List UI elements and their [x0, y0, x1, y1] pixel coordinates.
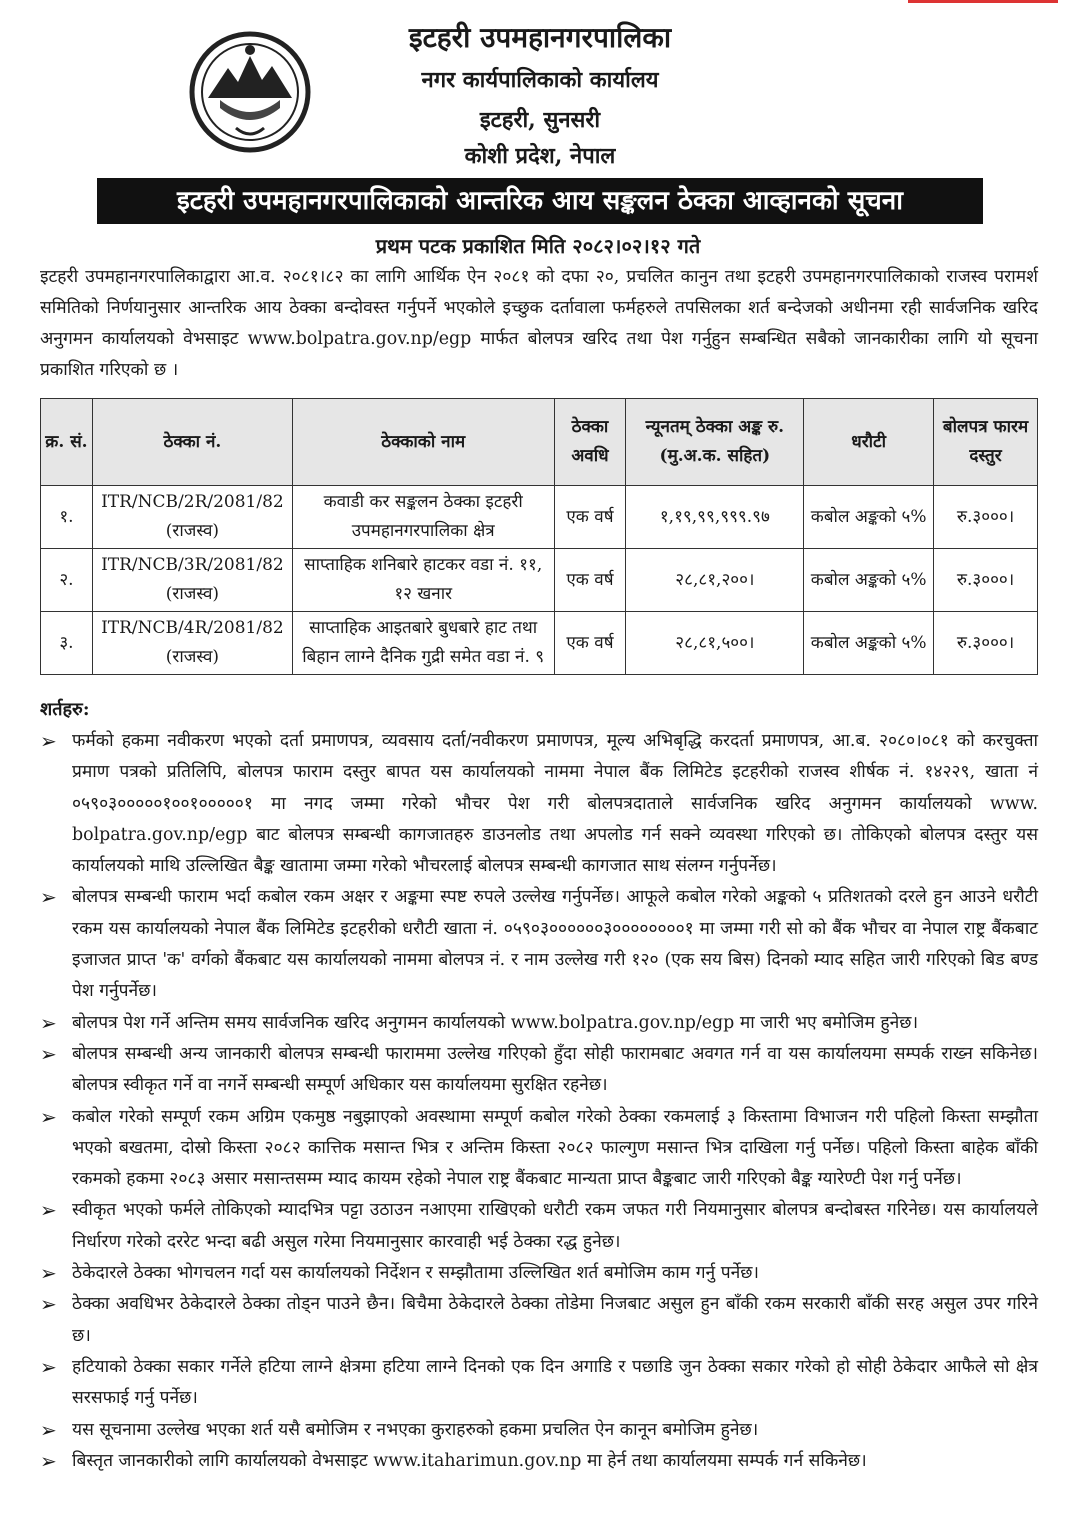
- contract-type: (राजस्व): [165, 584, 220, 604]
- contract-code: ITR/NCB/2R/2081/82: [101, 492, 284, 512]
- cell-name: साप्ताहिक आइतबारे बुधबारे हाट तथा बिहान लाग्ने दैनिक गुद्री समेत वडा नं. ९: [292, 612, 554, 675]
- cell-sn: २.: [41, 549, 93, 612]
- arrow-bullet-icon: ➢: [40, 1041, 57, 1066]
- term-item: [40, 1102, 1038, 1196]
- cell-sn: ३.: [41, 612, 93, 675]
- term-text: ठेक्का अवधिभर ठेकेदारले ठेक्का तोड्न पाउने छैन। बिचैमा ठेकेदारले ठेक्का तोडेमा निजबाट असुल हुन बाँकी रकम सरकारी बाँकी सरह असुल उपर गरिने छ।: [72, 1294, 1038, 1346]
- contract-table: [40, 398, 1038, 675]
- cell-min-amount: २८,८१,२००।: [626, 549, 804, 612]
- cell-period: एक वर्ष: [554, 549, 626, 612]
- term-text: हटियाको ठेक्का सकार गर्नेले हटिया लाग्ने क्षेत्रमा हटिया लाग्ने दिनको एक दिन अगाडि र पछाडि जुन ठेक्का सकार गरेको हो सोही ठेकेदार आफैले सो क्षेत्र सरसफाई गर्नु पर्नेछ।: [72, 1356, 1038, 1409]
- term-text: बोलपत्र पेश गर्ने अन्तिम समय सार्वजनिक खरिद अनुगमन कार्यालयको www.bolpatra.gov.np/egp मा जारी भए बमोजिम हुनेछ।: [72, 1012, 919, 1033]
- term-text: कबोल गरेको सम्पूर्ण रकम अग्रिम एकमुष्ठ नबुझाएको अवस्थामा सम्पूर्ण कबोल गरेको ठेक्का रकमलाई ३ किस्तामा विभाजन गरी पहिलो किस्ता सम्झौता भएको बखतमा, दोस्रो किस्ता २०८२ कात्तिक मसान्त भित्र र अन्तिम किस्ता २०८२ फाल्गुण मसान्त भित्र दाखिला गर्नु पर्नेछ। पहिलो किस्ता बाहेक बाँकी रकमको हकमा २०८३ असार मसान्तसम्म म्याद कायम रहेको नेपाल राष्ट्र बैंकबाट मान्यता प्राप्त बैङ्कबाट जारी गरिएको बैङ्क ग्यारेण्टी पेश गर्नु पर्नेछ।: [72, 1106, 1038, 1190]
- table-row: [41, 549, 1038, 612]
- cell-min-amount: १,१९,९९,९९९.९७: [626, 486, 804, 549]
- arrow-bullet-icon: ➢: [40, 1104, 57, 1129]
- term-item: [40, 1415, 1038, 1446]
- cell-name: कवाडी कर सङ्कलन ठेक्का इटहरी उपमहानगरपालिका क्षेत्र: [292, 486, 554, 549]
- cell-period: एक वर्ष: [554, 486, 626, 549]
- arrow-bullet-icon: ➢: [40, 1448, 57, 1473]
- arrow-bullet-icon: ➢: [40, 1010, 57, 1035]
- intro-paragraph: इटहरी उपमहानगरपालिकाद्वारा आ.व. २०८१।८२ का लागि आर्थिक ऐन २०८१ को दफा २०, प्रचलित कानुन तथा इटहरी उपमहानगरपालिकाको राजस्व परामर्श समितिको निर्णयानुसार आन्तरिक आय ठेक्का बन्दोवस्त गर्नुपर्ने भएकोले इच्छुक दर्तावाला फर्महरुले तपसिलका शर्त बन्देजको अधीनमा रही सार्वजनिक खरिद अनुगमन कार्यालयको वेभसाइट www.bolpatra.gov.np/egp मार्फत बोलपत्र खरिद तथा पेश गर्नुहुन सम्बन्धित सबैको जानकारीका लागि यो सूचना प्रकाशित गरिएको छ ।: [40, 267, 1038, 380]
- table-row: [41, 486, 1038, 549]
- term-text: बोलपत्र सम्बन्धी अन्य जानकारी बोलपत्र सम्बन्धी फाराममा उल्लेख गरिएको हुँदा सोही फारामबाट अवगत गर्न वा यस कार्यालयमा सम्पर्क राख्न सकिनेछ। बोलपत्र स्वीकृत गर्ने वा नगर्ने सम्बन्धी सम्पूर्ण अधिकार यस कार्यालयमा सुरक्षित रहनेछ।: [72, 1043, 1038, 1096]
- nepal-emblem-icon: [186, 28, 314, 156]
- term-item: [40, 1039, 1038, 1102]
- cell-period: एक वर्ष: [554, 612, 626, 675]
- col-header-name: ठेक्काको नाम: [292, 399, 554, 486]
- col-header-min-amount: न्यूनतम् ठेक्का अङ्क रु. (मु.अ.क. सहित): [626, 399, 804, 486]
- arrow-bullet-icon: ➢: [40, 1198, 57, 1223]
- cell-code: [92, 549, 292, 612]
- term-text: स्वीकृत भएको फर्मले तोकिएको म्यादभित्र पट्टा उठाउन नआएमा राखिएको धरौटी रकम जफत गरी नियमानुसार बोलपत्र बन्दोबस्त गरिनेछ। यस कार्यालयले निर्धारण गरेको दररेट भन्दा बढी असुल गरेमा नियमानुसार कारवाही भई ठेक्का रद्ध हुनेछ।: [72, 1200, 1038, 1252]
- term-text: ठेकेदारले ठेक्का भोगचलन गर्दा यस कार्यालयको निर्देशन र सम्झौतामा उल्लिखित शर्त बमोजिम काम गर्नु पर्नेछ।: [72, 1263, 760, 1284]
- cell-code: [92, 612, 292, 675]
- office-name: नगर कार्यपालिकाको कार्यालय: [421, 67, 659, 93]
- arrow-bullet-icon: ➢: [40, 1354, 57, 1379]
- term-item: [40, 1258, 1038, 1289]
- term-item: [40, 1352, 1038, 1415]
- cell-deposit: कबोल अङ्कको ५%: [804, 486, 934, 549]
- arrow-bullet-icon: ➢: [40, 1417, 57, 1442]
- cell-sn: १.: [41, 486, 93, 549]
- arrow-bullet-icon: ➢: [40, 729, 57, 753]
- table-header-row: [41, 399, 1038, 486]
- arrow-bullet-icon: ➢: [40, 885, 57, 910]
- arrow-bullet-icon: ➢: [40, 1261, 57, 1286]
- term-item: [40, 1289, 1038, 1352]
- contract-type: (राजस्व): [165, 647, 220, 667]
- term-item: [40, 1195, 1038, 1258]
- term-text: बोलपत्र सम्बन्धी फाराम भर्दा कबोल रकम अक्षर र अङ्कमा स्पष्ट रुपले उल्लेख गर्नुपर्नेछ। आफूले कबोल गरेको अङ्कको ५ प्रतिशतको दरले हुन आउने धरौटी रकम यस कार्यालयको नेपाल बैंक लिमिटेड इटहरीको धरौटी खाता नं. ०५९०३००००००३००००००००१ मा जम्मा गरी सो को बैंक भौचर वा नेपाल राष्ट्र बैंकबाट इजाजत प्राप्त 'क' वर्गको बैंकबाट यस कार्यालयको नाममा बोलपत्र नं. र नाम उल्लेख गरी १२० (एक सय बिस) दिनको म्याद सहित जारी गरिएको बिड बण्ड पेश गर्नुपर्नेछ।: [72, 887, 1038, 1002]
- term-item: [40, 1008, 1038, 1039]
- term-text: बिस्तृत जानकारीको लागि कार्यालयको वेभसाइट www.itaharimun.gov.np मा हेर्न तथा कार्यालयमा सम्पर्क गर्न सकिनेछ।: [72, 1450, 867, 1471]
- cell-name: साप्ताहिक शनिबारे हाटकर वडा नं. ११, १२ खनार: [292, 549, 554, 612]
- contract-code: ITR/NCB/3R/2081/82: [101, 555, 284, 575]
- terms-list: [40, 726, 1038, 1477]
- cell-deposit: कबोल अङ्कको ५%: [804, 549, 934, 612]
- contract-type: (राजस्व): [165, 521, 220, 541]
- col-header-sn: क्र. सं.: [41, 399, 93, 486]
- cell-code: [92, 486, 292, 549]
- top-red-rule: [908, 0, 1058, 3]
- term-text: फर्मको हकमा नवीकरण भएको दर्ता प्रमाणपत्र, व्यवसाय दर्ता/नवीकरण प्रमाणपत्र, मूल्य अभिबृद्धि करदर्ता प्रमाणपत्र, आ.ब. २०८०।०८१ को करचुक्ता प्रमाण पत्रको प्रतिलिपि, बोलपत्र फाराम दस्तुर बापत यस कार्यालयको नाममा नेपाल बैंक लिमिटेड इटहरीको राजस्व शीर्षक नं. १४२२९, खाता नं ०५९०३०००००१००१०००००१ मा नगद जम्मा गरेको भौचर पेश गरी बोलपत्रदाताले सार्वजनिक खरिद अनुगमन कार्यालयको www. bolpatra.gov.np/egp बाट बोलपत्र सम्बन्धी कागजातहरु डाउनलोड तथा अपलोड गर्न सक्ने व्यवस्था गरिएको छ। तोकिएको बोलपत्र दस्तुर यस कार्यालयको माथि उल्लिखित बैङ्क खातामा जम्मा गरेको भौचरलाई बोलपत्र सम्बन्धी कागजात साथ संलग्न गर्नुपर्नेछ।: [72, 731, 1038, 877]
- table-row: [41, 612, 1038, 675]
- term-item: [40, 726, 1038, 882]
- contract-code: ITR/NCB/4R/2081/82: [101, 618, 284, 638]
- cell-min-amount: २८,८१,५००।: [626, 612, 804, 675]
- col-header-period: ठेक्का अवधि: [554, 399, 626, 486]
- term-item: [40, 1446, 1038, 1477]
- letterhead: [0, 18, 1076, 168]
- published-date: प्रथम पटक प्रकाशित मिति २०८२।०२।१२ गते: [375, 234, 701, 258]
- term-text: यस सूचनामा उल्लेख भएका शर्त यसै बमोजिम र नभएका कुराहरुको हकमा प्रचलित ऐन कानून बमोजिम हुनेछ।: [72, 1419, 759, 1440]
- col-header-fee: बोलपत्र फारम दस्तुर: [934, 399, 1038, 486]
- office-address: इटहरी, सुनसरी: [479, 107, 601, 133]
- notice-banner: इटहरी उपमहानगरपालिकाको आन्तरिक आय सङ्कलन ठेक्का आव्हानको सूचना: [97, 178, 983, 224]
- cell-fee: रु.३०००।: [934, 612, 1038, 675]
- arrow-bullet-icon: ➢: [40, 1292, 57, 1317]
- terms-title: शर्तहरु:: [40, 699, 90, 720]
- term-item: [40, 882, 1038, 1007]
- col-header-deposit: धरौटी: [804, 399, 934, 486]
- cell-fee: रु.३०००।: [934, 549, 1038, 612]
- cell-fee: रु.३०००।: [934, 486, 1038, 549]
- province-name: कोशी प्रदेश, नेपाल: [464, 143, 616, 169]
- municipality-title: इटहरी उपमहानगरपालिका: [408, 21, 672, 54]
- cell-deposit: कबोल अङ्कको ५%: [804, 612, 934, 675]
- col-header-code: ठेक्का नं.: [92, 399, 292, 486]
